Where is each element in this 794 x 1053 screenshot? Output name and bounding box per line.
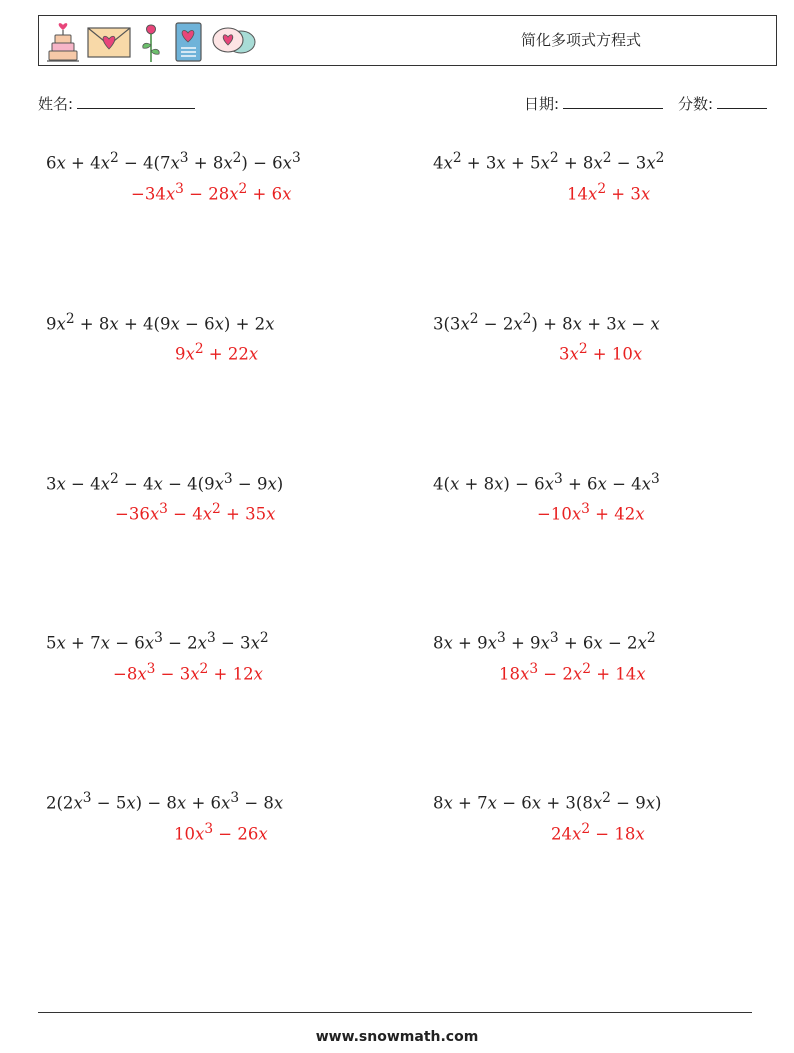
name-label: 姓名: bbox=[38, 95, 74, 113]
date-field[interactable] bbox=[524, 93, 663, 114]
problem-9-answer: $10x^3 - 26x$ bbox=[174, 821, 268, 844]
cake-icon bbox=[45, 20, 81, 64]
heart-book-icon bbox=[171, 20, 205, 64]
love-letter-icon bbox=[87, 20, 131, 64]
name-blank[interactable] bbox=[77, 94, 195, 109]
problem-8-answer: $18x^3 - 2x^2 + 14x$ bbox=[499, 661, 646, 684]
problem-2-expression: $4x^2 + 3x + 5x^2 + 8x^2 - 3x^2$ bbox=[433, 150, 665, 173]
problem-6-expression: $4(x + 8x) - 6x^3 + 6x - 4x^3$ bbox=[433, 471, 660, 494]
problem-8-expression: $8x + 9x^3 + 9x^3 + 6x - 2x^2$ bbox=[433, 630, 656, 653]
problem-1-answer: $-34x^3 - 28x^2 + 6x$ bbox=[131, 181, 292, 204]
problem-5-expression: $3x - 4x^2 - 4x - 4(9x^3 - 9x)$ bbox=[46, 471, 284, 494]
score-label: 分数: bbox=[678, 95, 714, 113]
date-blank[interactable] bbox=[563, 94, 663, 109]
problem-4-answer: $3x^2 + 10x$ bbox=[559, 341, 643, 364]
problem-2-answer: $14x^2 + 3x$ bbox=[567, 181, 651, 204]
problem-4-expression: $3(3x^2 - 2x^2) + 8x + 3x - x$ bbox=[433, 311, 660, 334]
problem-3-expression: $9x^2 + 8x + 4(9x - 6x) + 2x$ bbox=[46, 311, 275, 334]
footer-divider bbox=[38, 1012, 752, 1013]
score-field[interactable] bbox=[678, 93, 767, 114]
score-blank[interactable] bbox=[717, 94, 767, 109]
problem-9-expression: $2(2x^3 - 5x) - 8x + 6x^3 - 8x$ bbox=[46, 790, 284, 813]
date-label: 日期: bbox=[524, 95, 560, 113]
problem-6-answer: $-10x^3 + 42x$ bbox=[537, 501, 645, 524]
heart-speech-bubble-icon bbox=[211, 20, 257, 64]
worksheet-title: 简化多项式方程式 bbox=[521, 31, 642, 49]
problem-10-answer: $24x^2 - 18x$ bbox=[551, 821, 645, 844]
footer-url[interactable]: www.snowmath.com bbox=[315, 1029, 479, 1045]
problem-7-answer: $-8x^3 - 3x^2 + 12x$ bbox=[113, 661, 263, 684]
problem-3-answer: $9x^2 + 22x$ bbox=[175, 341, 259, 364]
problem-1-expression: $6x + 4x^2 - 4(7x^3 + 8x^2) - 6x^3$ bbox=[46, 150, 301, 173]
header-box bbox=[38, 15, 777, 66]
rose-icon bbox=[137, 20, 165, 64]
header-icons bbox=[45, 20, 257, 64]
problem-10-expression: $8x + 7x - 6x + 3(8x^2 - 9x)$ bbox=[433, 790, 662, 813]
problem-7-expression: $5x + 7x - 6x^3 - 2x^3 - 3x^2$ bbox=[46, 630, 269, 653]
problem-5-answer: $-36x^3 - 4x^2 + 35x$ bbox=[115, 501, 276, 524]
name-field[interactable] bbox=[38, 93, 195, 114]
